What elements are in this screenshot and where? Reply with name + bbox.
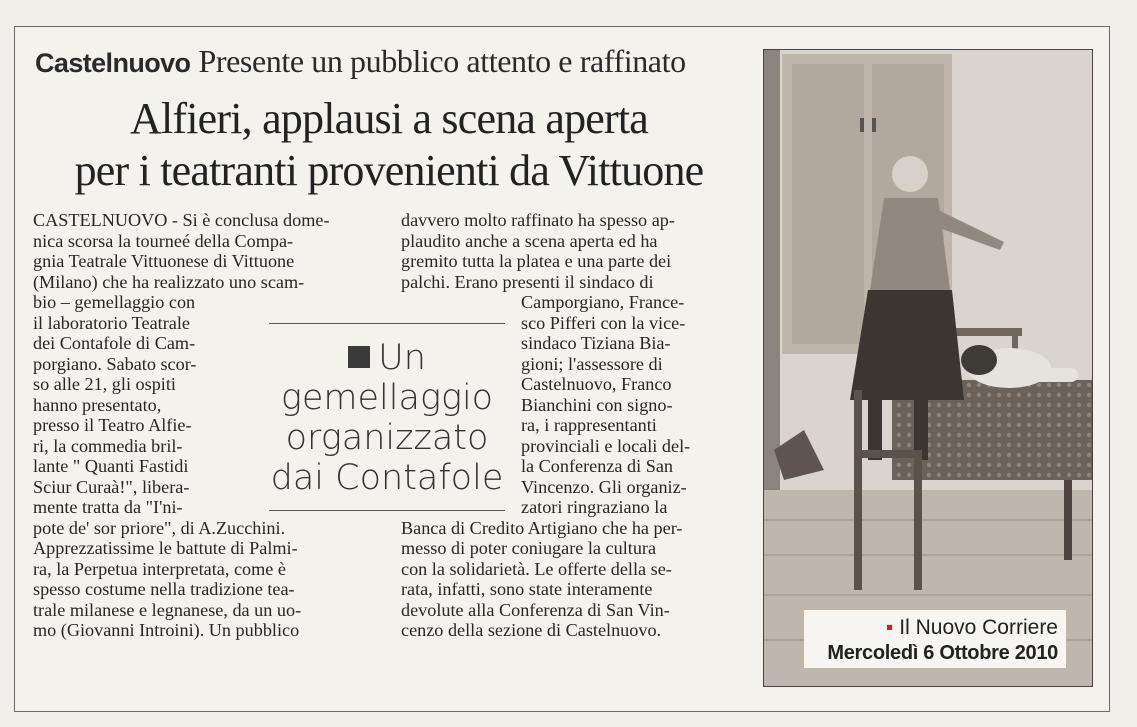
column-line: messo di poter coniugare la cultura — [401, 538, 657, 558]
column-line: provinciali e locali del- — [521, 435, 691, 456]
column-line: il laboratorio Teatrale — [33, 312, 190, 333]
column-line: nica scorsa la tourneé della Compa- — [33, 230, 294, 251]
column-line: dei Contafole di Cam- — [33, 333, 196, 353]
newspaper-name: Il Nuovo Corriere — [899, 616, 1058, 639]
column-line: spesso costume nella tradizione tea- — [33, 579, 295, 599]
column-line: rata, infatti, sono state interamente — [401, 579, 653, 599]
column-line: trale milanese e legnanese, da un uo- — [33, 599, 302, 620]
square-bullet-icon — [348, 346, 370, 368]
column-line: Sciur Curaà!", libera- — [33, 476, 190, 497]
headline-line-1: Alfieri, applausi a scena aperta — [129, 94, 649, 143]
article-column-2 — [401, 210, 747, 641]
column-line: sco Pifferi con la vice- — [521, 312, 686, 333]
column-line: devolute alla Conferenza di San Vin- — [401, 599, 670, 620]
column-line: ra, la Perpetua interpretata, come è — [33, 558, 286, 579]
source-credit — [804, 610, 1066, 668]
column-line: presso il Teatro Alfie- — [33, 415, 192, 435]
pull-quote-line: gemellaggio — [280, 378, 494, 418]
column-line: ri, la commedia bril- — [33, 435, 183, 456]
bleed-through-text — [780, 2, 1120, 22]
column-line: la Conferenza di San — [521, 456, 674, 476]
column-line: gioni; l'assessore di — [521, 353, 663, 374]
stage-photo — [763, 49, 1093, 687]
column-line: porgiano. Sabato scor- — [33, 353, 197, 374]
column-line: mo (Giovanni Introini). Un pubblico — [33, 620, 300, 640]
column-line: plaudito anche a scena aperta ed ha — [401, 230, 658, 251]
column-line: gremito tutta la platea e una parte dei — [401, 251, 672, 271]
column-line: (Milano) che ha realizzato uno scam- — [33, 271, 305, 292]
kicker-text: Presente un pubblico attento e raffinato — [198, 43, 686, 79]
bullet-dot-icon: ▪ — [885, 616, 894, 639]
column-line: cenzo della sezione di Castelnuovo. — [401, 620, 662, 640]
column-line: ra, i rappresentanti — [521, 415, 657, 435]
column-line: palchi. Erano presenti il sindaco di — [401, 271, 654, 292]
column-line: Castelnuovo, Franco — [521, 374, 672, 394]
column-line: Banca di Credito Artigiano che ha per- — [401, 517, 683, 538]
headline — [25, 93, 753, 197]
column-line: zatori ringraziano la — [521, 497, 668, 517]
column-line: mente tratta da "I'ni- — [33, 497, 183, 517]
column-line: sindaco Tiziana Bia- — [521, 333, 671, 353]
column-line: con la solidarietà. Le offerte della se- — [401, 558, 672, 579]
column-line: Bianchini con signo- — [521, 394, 673, 415]
stage-scene-illustration — [764, 50, 1093, 687]
column-line: Camporgiano, France- — [521, 292, 685, 312]
pull-quote-line: organizzato — [285, 418, 489, 458]
kicker — [35, 43, 686, 80]
column-line: Vincenzo. Gli organiz- — [521, 476, 687, 497]
column-line: pote de' sor priore", di A.Zucchini. — [33, 517, 286, 538]
column-line: Apprezzatissime le battute di Palmi- — [33, 538, 298, 558]
column-line: CASTELNUOVO - Si è conclusa dome- — [33, 210, 330, 230]
column-line: hanno presentato, — [33, 394, 162, 415]
column-line: davvero molto raffinato ha spesso ap- — [401, 210, 675, 230]
newspaper-clipping — [14, 26, 1110, 712]
kicker-place: Castelnuovo — [35, 48, 191, 78]
column-line: so alle 21, gli ospiti — [33, 374, 176, 394]
column-line: lante " Quanti Fastidi — [33, 456, 189, 476]
pull-quote-line: Un — [378, 338, 426, 378]
headline-line-2: per i teatranti provenienti da Vittuone — [74, 146, 704, 195]
publication-date: Mercoledì 6 Ottobre 2010 — [827, 642, 1058, 664]
column-line: gnia Teatrale Vittuonese di Vittuone — [33, 251, 295, 271]
column-line: bio – gemellaggio con — [33, 292, 196, 312]
pull-quote-line: dai Contafole — [270, 458, 504, 498]
